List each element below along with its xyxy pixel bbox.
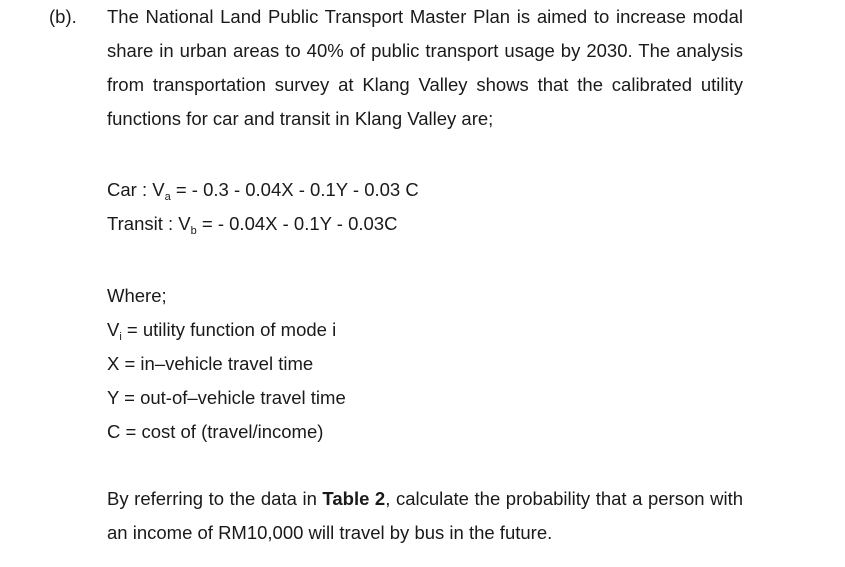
- transit-equation-suffix: = - 0.04X - 0.1Y - 0.03C: [196, 213, 398, 234]
- definition-c: C = cost of (travel/income): [107, 421, 324, 442]
- definition-vi-suffix: = utility function of mode i: [121, 319, 337, 340]
- definition-y: Y = out-of–vehicle travel time: [107, 387, 346, 408]
- car-equation-prefix: Car : V: [107, 179, 165, 200]
- definition-x: X = in–vehicle travel time: [107, 353, 314, 374]
- closing-text-before: By referring to the data in: [107, 488, 323, 509]
- definitions-heading: Where;: [107, 285, 167, 306]
- closing-paragraph: [107, 482, 743, 550]
- intro-paragraph: The National Land Public Transport Master Plan is aimed to increase modal share in urban areas to 40% of public transport usage by 2030. The analysis from transportation survey at Klang Valley shows that the calibrated utility functions for car and transit in Klang Valley are;: [107, 6, 743, 129]
- transit-equation-prefix: Transit : V: [107, 213, 191, 234]
- definition-vi: [107, 318, 336, 345]
- definition-vi-prefix: V: [107, 319, 120, 340]
- table-reference: Table 2: [322, 488, 386, 509]
- car-utility-equation: [107, 178, 419, 205]
- transit-utility-equation: [107, 212, 397, 239]
- question-label: (b).: [49, 6, 77, 27]
- car-equation-suffix: = - 0.3 - 0.04X - 0.1Y - 0.03 C: [170, 179, 419, 200]
- definition-vi-subscript: i: [119, 331, 122, 343]
- car-equation-subscript: a: [164, 191, 171, 203]
- transit-equation-subscript: b: [190, 225, 197, 237]
- closing-text-after: , calculate the probability that a person with an income of RM10,000 will travel by bus in the future.: [107, 488, 743, 543]
